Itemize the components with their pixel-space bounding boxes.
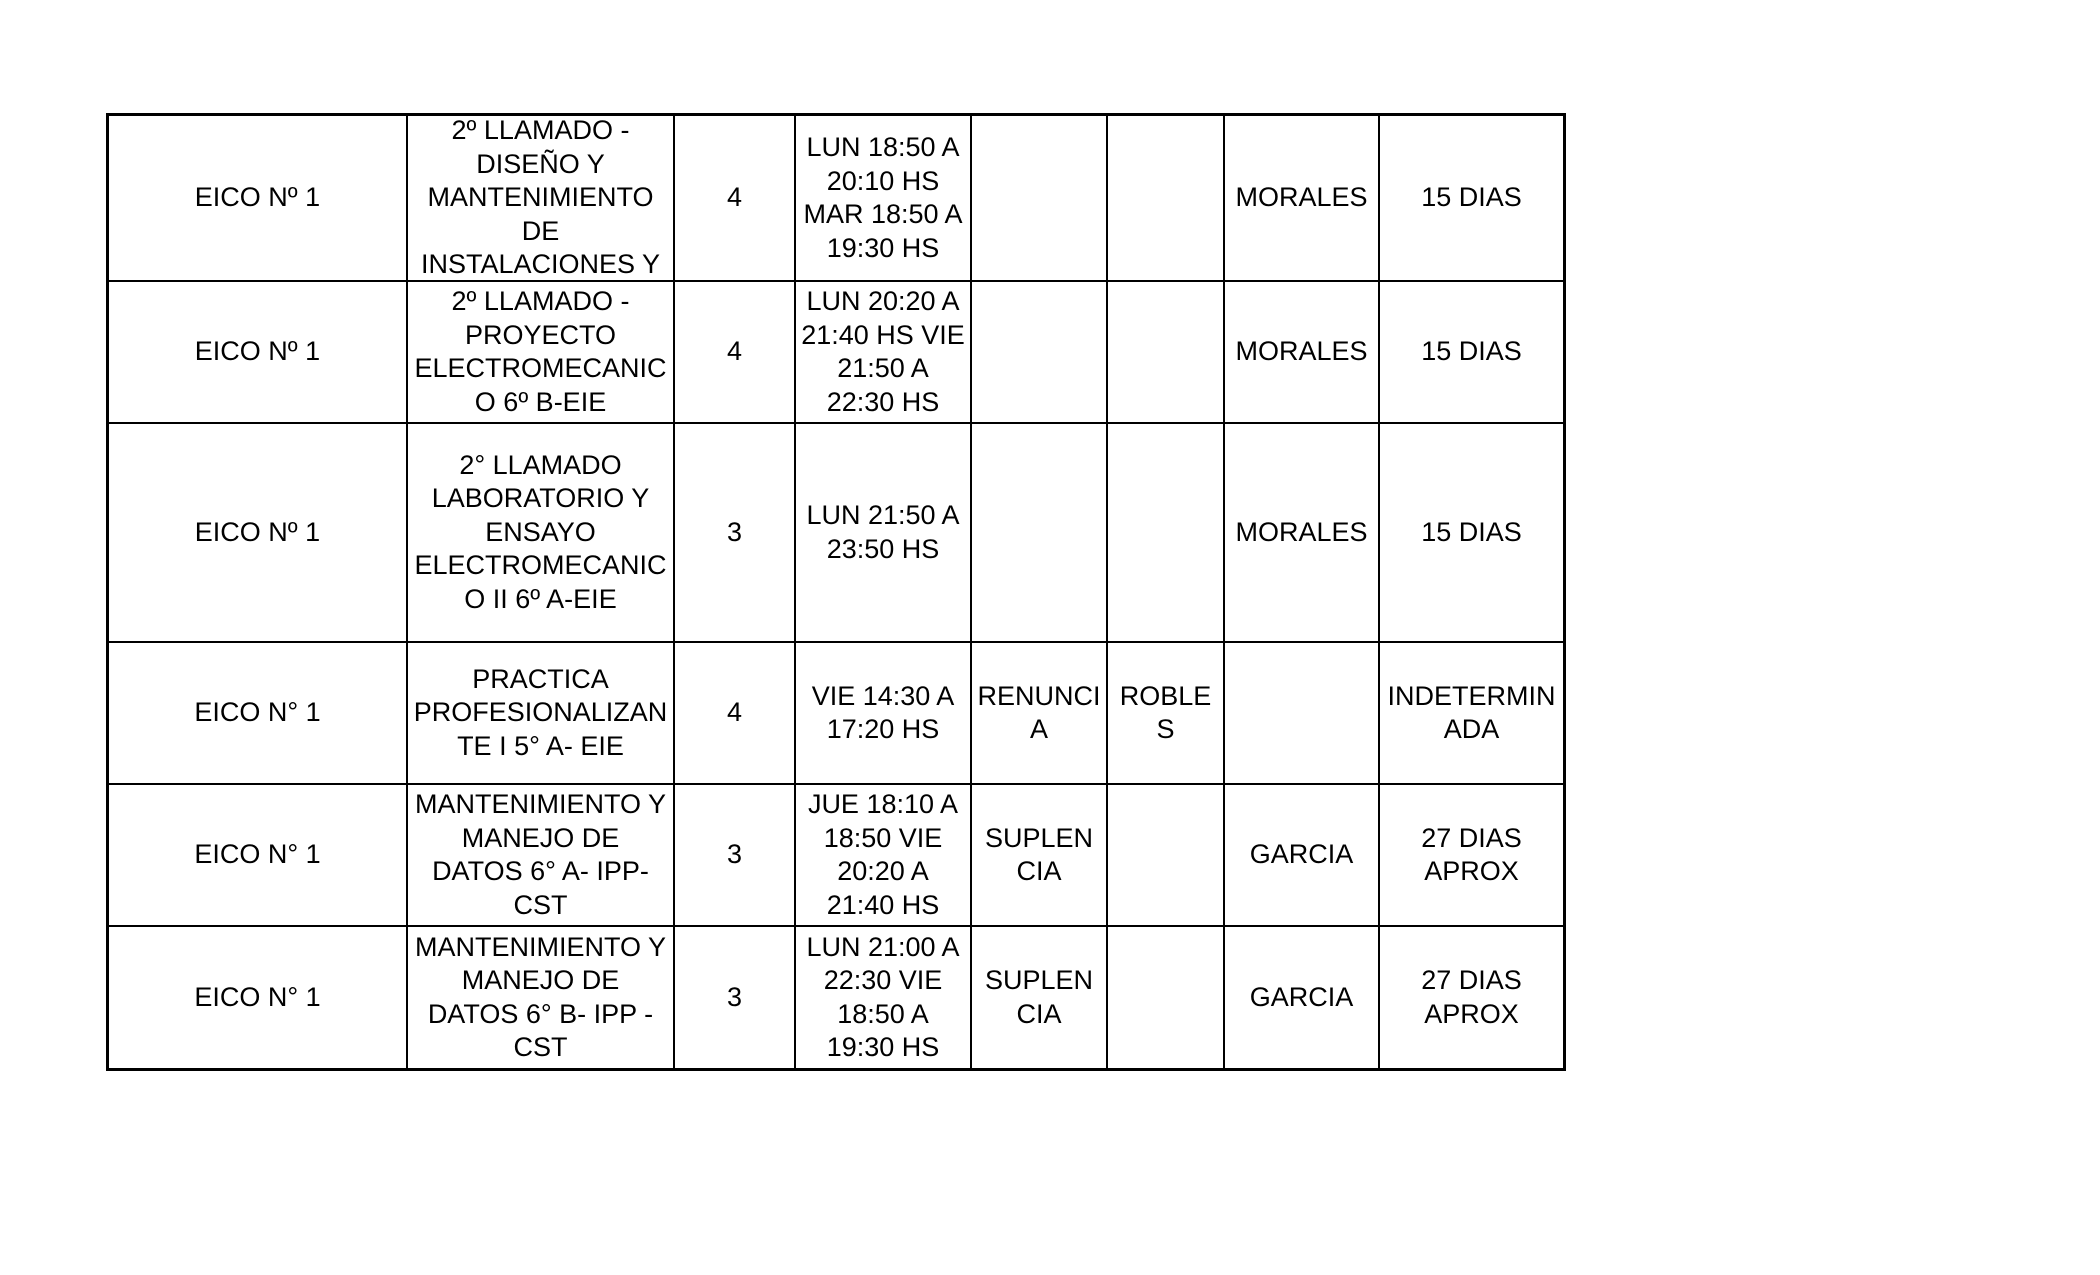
hours-cell — [675, 927, 796, 1068]
school-cell-text: EICO N° 1 — [194, 981, 321, 1012]
substitute-cell — [1225, 424, 1380, 643]
substitute-cell — [1225, 282, 1380, 424]
hours-cell-text: 4 — [726, 182, 743, 213]
hours-cell-text: 4 — [726, 697, 743, 728]
substitute-cell — [1225, 927, 1380, 1068]
school-cell-text: EICO N° 1 — [194, 839, 321, 870]
reason-cell-text: SUPLEN CIA — [984, 822, 1094, 886]
duration-cell — [1380, 424, 1563, 643]
subject-cell — [408, 927, 675, 1068]
subject-cell — [408, 643, 675, 785]
schedule-cell-text: JUE 18:10 A 18:50 VIE 20:20 A 21:40 HS — [807, 789, 959, 920]
duration-cell-text: INDETERMIN ADA — [1387, 680, 1556, 744]
hours-cell-text: 4 — [726, 336, 743, 367]
school-cell-text: EICO Nº 1 — [194, 336, 321, 367]
subject-cell-text: MANTENIMIENTO Y MANEJO DE DATOS 6° A- IPP- CST — [414, 789, 667, 920]
reason-cell — [972, 643, 1108, 785]
subject-cell-text: 2º LLAMADO - PROYECTO ELECTROMECANIC O 6º B-EIE — [414, 286, 667, 417]
schedule-cell — [796, 116, 972, 282]
subject-cell-text: 2° LLAMADO LABORATORIO Y ENSAYO ELECTROMECANIC O II 6º A-EIE — [414, 449, 667, 614]
subject-cell-text: 2º LLAMADO - DISEÑO Y MANTENIMIENTO DE INSTALACIONES Y — [420, 116, 661, 280]
substitute-cell — [1225, 643, 1380, 785]
duration-cell — [1380, 927, 1563, 1068]
schedule-cell — [796, 643, 972, 785]
substitute-cell-text: MORALES — [1235, 182, 1368, 213]
reason-cell — [972, 785, 1108, 927]
subject-cell — [408, 116, 675, 282]
hours-cell — [675, 424, 796, 643]
reason-cell — [972, 282, 1108, 424]
hours-cell — [675, 643, 796, 785]
vacancy-table — [106, 113, 1566, 1071]
hours-cell — [675, 282, 796, 424]
schedule-cell-text: VIE 14:30 A 17:20 HS — [811, 680, 955, 744]
subject-cell-text: MANTENIMIENTO Y MANEJO DE DATOS 6° B- IPP - CST — [414, 931, 667, 1062]
school-cell-text: EICO Nº 1 — [194, 516, 321, 547]
holder-cell — [1108, 643, 1225, 785]
school-cell — [109, 927, 408, 1068]
reason-cell-text: SUPLEN CIA — [984, 965, 1094, 1029]
substitute-cell-text: GARCIA — [1249, 839, 1354, 870]
schedule-cell — [796, 282, 972, 424]
hours-cell-text: 3 — [726, 981, 743, 1012]
hours-cell-text: 3 — [726, 839, 743, 870]
school-cell-text: EICO N° 1 — [194, 697, 321, 728]
reason-cell — [972, 116, 1108, 282]
schedule-cell — [796, 927, 972, 1068]
substitute-cell-text: MORALES — [1235, 336, 1368, 367]
schedule-cell — [796, 785, 972, 927]
holder-cell — [1108, 116, 1225, 282]
hours-cell — [675, 785, 796, 927]
school-cell — [109, 282, 408, 424]
subject-cell — [408, 424, 675, 643]
reason-cell-text: RENUNCI A — [977, 680, 1101, 744]
subject-cell-text: PRACTICA PROFESIONALIZAN TE I 5° A- EIE — [413, 663, 668, 761]
holder-cell-text: ROBLE S — [1119, 680, 1212, 744]
hours-cell — [675, 116, 796, 282]
school-cell — [109, 424, 408, 643]
duration-cell — [1380, 785, 1563, 927]
schedule-cell — [796, 424, 972, 643]
reason-cell — [972, 424, 1108, 643]
schedule-cell-text: LUN 18:50 A 20:10 HS MAR 18:50 A 19:30 HS — [803, 132, 963, 263]
school-cell — [109, 116, 408, 282]
duration-cell-text: 27 DIAS APROX — [1421, 822, 1522, 886]
substitute-cell-text: GARCIA — [1249, 981, 1354, 1012]
school-cell-text: EICO Nº 1 — [194, 182, 321, 213]
substitute-cell — [1225, 116, 1380, 282]
schedule-cell-text: LUN 21:00 A 22:30 VIE 18:50 A 19:30 HS — [806, 931, 960, 1062]
hours-cell-text: 3 — [726, 516, 743, 547]
holder-cell — [1108, 785, 1225, 927]
subject-cell — [408, 785, 675, 927]
duration-cell-text: 27 DIAS APROX — [1421, 965, 1522, 1029]
duration-cell — [1380, 282, 1563, 424]
duration-cell — [1380, 116, 1563, 282]
school-cell — [109, 643, 408, 785]
subject-cell — [408, 282, 675, 424]
duration-cell-text: 15 DIAS — [1421, 516, 1522, 547]
duration-cell-text: 15 DIAS — [1421, 182, 1522, 213]
duration-cell — [1380, 643, 1563, 785]
schedule-cell-text: LUN 21:50 A 23:50 HS — [806, 500, 960, 564]
schedule-cell-text: LUN 20:20 A 21:40 HS VIE 21:50 A 22:30 HS — [801, 286, 965, 417]
reason-cell — [972, 927, 1108, 1068]
substitute-cell-text: MORALES — [1235, 516, 1368, 547]
school-cell — [109, 785, 408, 927]
holder-cell — [1108, 282, 1225, 424]
holder-cell — [1108, 927, 1225, 1068]
holder-cell — [1108, 424, 1225, 643]
duration-cell-text: 15 DIAS — [1421, 336, 1522, 367]
substitute-cell — [1225, 785, 1380, 927]
